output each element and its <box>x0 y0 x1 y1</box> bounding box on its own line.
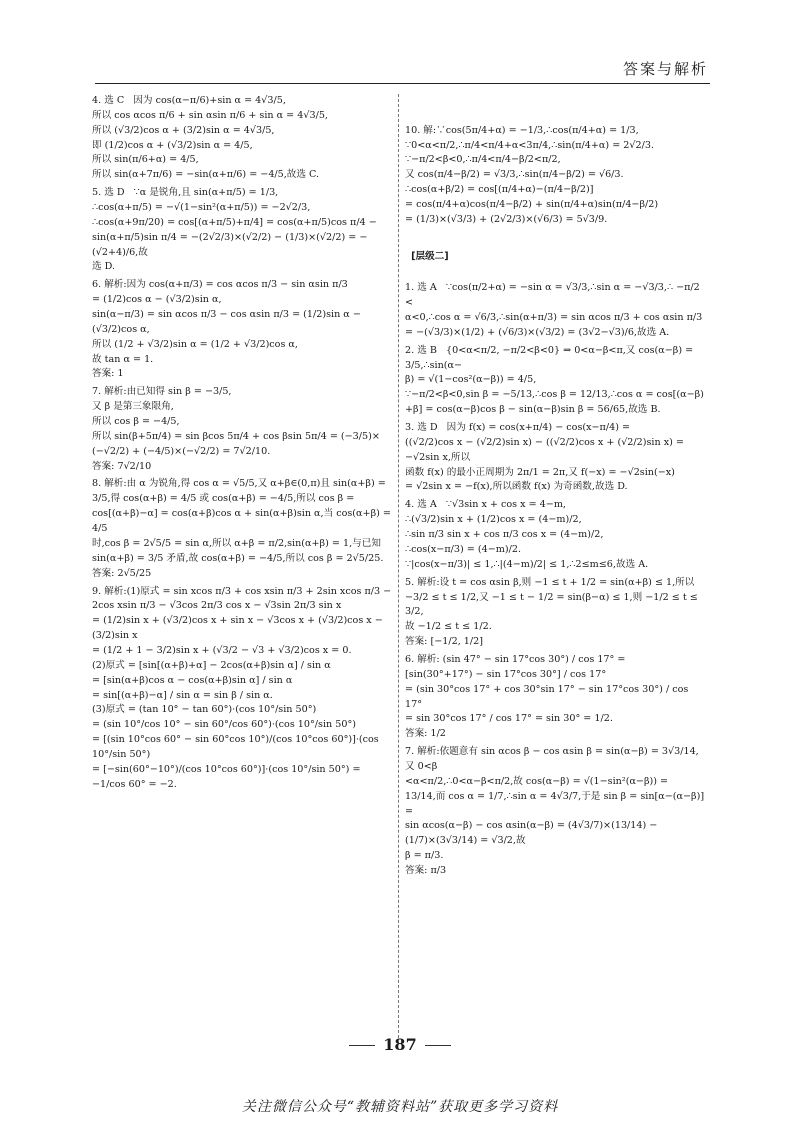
page-number <box>0 1035 800 1054</box>
solution-line: −3/2 ≤ t ≤ 1/2,又 −1 ≤ t − 1/2 = sin(β−α) ≤ 1,则 −1/2 ≤ t ≤ 3/2, <box>405 591 701 618</box>
solution-line: 所以 sin(α+7π/6) = −sin(α+π/6) = −4/5,故选 C. <box>92 169 320 181</box>
solution-item <box>405 124 705 228</box>
solution-item <box>405 653 705 742</box>
solution-line: <α<π/2,∴0<α−β<π/2,故 cos(α−β) = √(1−sin²(α−β)) = <box>405 775 669 787</box>
solution-line: ∴cos(α+9π/20) = cos[(α+π/5)+π/4] = cos(α+π/5)cos π/4 − <box>92 216 377 228</box>
solution-line: ∵−π/2<β<0,sin β = −5/13,∴cos β = 12/13,∴cos α = cos[(α−β) <box>405 389 704 401</box>
solution-line: = (1/3)×(√3/3) + (2√2/3)×(√6/3) = 5√3/9. <box>405 213 608 225</box>
solution-line: = (1/2)cos α − (√3/2)sin α, <box>92 294 222 306</box>
solution-line: 7. 解析:依题意有 sin αcos β − cos αsin β = sin(α−β) = 3√3/14,又 0<β <box>405 746 699 772</box>
page-number-text: 187 <box>383 1035 417 1054</box>
solution-line: sin(α+β) = 3/5 矛盾,故 cos(α+β) = −4/5,所以 cos β = 2√5/25. <box>92 552 384 564</box>
header-rule <box>95 83 710 84</box>
solution-line: 6. 解析:因为 cos(α+π/3) = cos αcos π/3 − sin αsin π/3 <box>92 279 348 291</box>
solution-item <box>405 344 705 418</box>
solution-line: sin(α+π/5)sin π/4 = −(2√2/3)×(√2/2) − (1/3)×(√2/2) = −(√2+4)/6,故 <box>92 231 368 258</box>
solution-line: ∴sin π/3 sin x + cos π/3 cos x = (4−m)/2, <box>405 529 604 541</box>
column-divider <box>398 94 399 1038</box>
solution-item <box>405 281 705 340</box>
solution-line: (2)原式 = [sin[(α+β)+α] − 2cos(α+β)sin α] / sin α <box>92 659 331 671</box>
solution-item <box>405 498 705 572</box>
solution-line: 4. 选 A ∵√3sin x + cos x = 4−m, <box>405 499 566 511</box>
solution-item <box>92 278 392 382</box>
solution-line: (−√2/2) + (−4/5)×(−√2/2) = 7√2/10. <box>92 445 271 457</box>
solution-line: 3/5,得 cos(α+β) = 4/5 或 cos(α+β) = −4/5,所以 cos β = <box>92 493 355 505</box>
right-column <box>405 94 708 897</box>
solution-line: 8. 解析:由 α 为锐角,得 cos α = √5/5,又 α+β∈(0,π)且 sin(α+β) = <box>92 478 386 490</box>
solution-line: = [(sin 10°cos 60° − sin 60°cos 10°)/(cos 10°cos 60°)]·(cos 10°/sin 50°) <box>92 734 382 760</box>
solution-line: β) = √(1−cos²(α−β)) = 4/5, <box>405 374 537 386</box>
solution-line: 选 D. <box>92 261 116 273</box>
solution-line: = (1/2 + 1 − 3/2)sin x + (√3/2 − √3 + √3/2)cos x = 0. <box>92 644 352 656</box>
solution-line: 10. 解:∵cos(5π/4+α) = −1/3,∴cos(π/4+α) = 1/3, <box>405 124 639 136</box>
solution-line: 答案: [−1/2, 1/2] <box>405 636 483 648</box>
solution-line: = sin[(α+β)−α] / sin α = sin β / sin α. <box>92 689 273 701</box>
solution-line: cos[(α+β)−α] = cos(α+β)cos α + sin(α+β)sin α,当 cos(α+β) = 4/5 <box>92 508 395 535</box>
page-number-dash-left <box>349 1045 375 1046</box>
solution-line: ∵|cos(x−π/3)| ≤ 1,∴|(4−m)/2| ≤ 1,∴2≤m≤6,故选 A. <box>405 558 649 570</box>
solution-line: ((√2/2)cos x − (√2/2)sin x) − ((√2/2)cos x + (√2/2)sin x) = −√2sin x,所以 <box>405 436 688 463</box>
solution-line: 2cos xsin π/3 − √3cos 2π/3 cos x − √3sin 2π/3 sin x <box>92 600 342 612</box>
solution-line: ∴(√3/2)sin x + (1/2)cos x = (4−m)/2, <box>405 514 582 526</box>
solution-line: 故 tan α = 1. <box>92 353 154 365</box>
solution-item <box>92 477 395 581</box>
solution-line: = √2sin x = −f(x),所以函数 f(x) 为奇函数,故选 D. <box>405 481 628 493</box>
solution-item <box>405 745 708 879</box>
level-two-label: [层级二] <box>411 250 449 262</box>
left-column <box>92 94 395 796</box>
solution-line: 又 β 是第三象限角, <box>92 401 174 413</box>
solution-line: 所以 cos αcos π/6 + sin αsin π/6 + sin α = 4√3/5, <box>92 109 328 121</box>
solution-line: = (sin 10°/cos 10° − sin 60°/cos 60°)·(cos 10°/sin 50°) <box>92 719 356 731</box>
solution-line: 又 cos(π/4−β/2) = √3/3,∴sin(π/4−β/2) = √6/3. <box>405 169 624 181</box>
solution-line: 4. 选 C 因为 cos(α−π/6)+sin α = 4√3/5, <box>92 95 286 106</box>
solution-line: = [sin(α+β)cos α − cos(α+β)sin α] / sin α <box>92 674 293 686</box>
solution-line: 9. 解析:(1)原式 = sin xcos π/3 + cos xsin π/3 + 2sin xcos π/3 − <box>92 585 392 597</box>
solution-line: +β] = cos(α−β)cos β − sin(α−β)sin β = 56/65,故选 B. <box>405 404 661 416</box>
solution-line: 6. 解析: (sin 47° − sin 17°cos 30°) / cos 17° = <box>405 653 626 665</box>
page-header-title: 答案与解析 <box>622 60 708 78</box>
solution-line: 所以 sin(π/6+α) = 4/5, <box>92 154 199 166</box>
solution-line: α<0,∴cos α = √6/3,∴sin(α+π/3) = sin αcos π/3 + cos αsin π/3 <box>405 312 703 324</box>
solution-line: 函数 f(x) 的最小正周期为 2π/1 = 2π,又 f(−x) = −√2sin(−x) <box>405 466 675 478</box>
solution-line: 所以 (√3/2)cos α + (3/2)sin α = 4√3/5, <box>92 124 275 136</box>
solution-line: ∴cos(α+β/2) = cos[(π/4+α)−(π/4−β/2)] <box>405 184 594 196</box>
footer-note: 关注微信公众号“教辅资料站”获取更多学习资料 <box>241 1099 559 1115</box>
solution-line: ∴cos(α+π/5) = −√(1−sin²(α+π/5)) = −2√2/3, <box>92 202 311 214</box>
solution-line: 5. 解析:设 t = cos αsin β,则 −1 ≤ t + 1/2 = sin(α+β) ≤ 1,所以 <box>405 576 695 588</box>
solution-line: = cos(π/4+α)cos(π/4−β/2) + sin(π/4+α)sin(π/4−β/2) <box>405 199 659 211</box>
solution-line: = −(√3/3)×(1/2) + (√6/3)×(√3/2) = (3√2−√3)/6,故选 A. <box>405 326 670 338</box>
solution-line: = (1/2)sin x + (√3/2)cos x + sin x − √3cos x + (√3/2)cos x − (3/2)sin x <box>92 615 386 642</box>
solution-line: 答案: 1 <box>92 368 124 380</box>
solution-line: = (sin 30°cos 17° + cos 30°sin 17° − sin 17°cos 30°) / cos 17° <box>405 683 692 710</box>
solution-line: 所以 sin(β+5π/4) = sin βcos 5π/4 + cos βsin 5π/4 = (−3/5)× <box>92 430 380 442</box>
solution-line: ∵0<α<π/2,∴π/4<π/4+α<3π/4,∴sin(π/4+α) = 2√2/3. <box>405 139 654 151</box>
solution-line: 时,cos β = 2√5/5 = sin α,所以 α+β = π/2,sin(α+β) = 1,与已知 <box>92 537 381 549</box>
solution-line: 2. 选 B {0<α<π/2, −π/2<β<0} ⇒ 0<α−β<π,又 cos(α−β) = 3/5,∴sin(α− <box>405 344 697 371</box>
solution-line: ∴cos(x−π/3) = (4−m)/2. <box>405 543 522 555</box>
solution-line: 7. 解析:由已知得 sin β = −3/5, <box>92 386 232 398</box>
solution-line: 所以 (1/2 + √3/2)sin α = (1/2 + √3/2)cos α, <box>92 338 298 350</box>
solution-line: ∵−π/2<β<0,∴π/4<π/4−β/2<π/2, <box>405 154 561 166</box>
solution-item <box>405 421 705 495</box>
solution-line: 答案: 2√5/25 <box>92 567 152 579</box>
solution-line: sin(α−π/3) = sin αcos π/3 − cos αsin π/3 = (1/2)sin α − (√3/2)cos α, <box>92 309 364 335</box>
solution-line: 即 (1/2)cos α + (√3/2)sin α = 4/5, <box>92 139 253 151</box>
solution-line: 3. 选 D 因为 f(x) = cos(x+π/4) − cos(x−π/4) = <box>405 422 631 434</box>
solution-line: 13/14,而 cos α = 1/7,∴sin α = 4√3/7,于是 sin β = sin[α−(α−β)] = <box>405 790 708 817</box>
solution-item <box>92 94 392 183</box>
solution-item <box>92 186 392 275</box>
solution-line: 5. 选 D ∵α 是锐角,且 sin(α+π/5) = 1/3, <box>92 187 279 199</box>
solution-item <box>92 385 392 474</box>
solution-line: 所以 cos β = −4/5, <box>92 416 180 428</box>
solution-line: 答案: 1/2 <box>405 728 446 740</box>
solution-line: = sin 30°cos 17° / cos 17° = sin 30° = 1/2. <box>405 713 613 725</box>
solution-line: 1. 选 A ∵cos(π/2+α) = −sin α = √3/3,∴sin α = −√3/3,∴ −π/2 < <box>405 282 703 309</box>
solution-item <box>92 585 392 793</box>
solution-line: 故 −1/2 ≤ t ≤ 1/2. <box>405 621 492 633</box>
solution-item <box>405 576 705 650</box>
solution-line: = [−sin(60°−10°)/(cos 10°cos 60°)]·(cos 10°/sin 50°) = −1/cos 60° = −2. <box>92 763 364 790</box>
solution-line: 答案: π/3 <box>405 864 447 876</box>
solution-line: [sin(30°+17°) − sin 17°cos 30°] / cos 17° <box>405 668 607 680</box>
right-column-top <box>405 124 705 228</box>
solution-line: (3)原式 = (tan 10° − tan 60°)·(cos 10°/sin 50°) <box>92 704 317 716</box>
solution-line: β = π/3. <box>405 850 444 862</box>
page-number-dash-right <box>425 1045 451 1046</box>
right-column-bottom <box>405 281 708 879</box>
solution-line: 答案: 7√2/10 <box>92 460 152 472</box>
solution-line: sin αcos(α−β) − cos αsin(α−β) = (4√3/7)×(13/14) − (1/7)×(3√3/14) = √3/2,故 <box>405 820 661 847</box>
